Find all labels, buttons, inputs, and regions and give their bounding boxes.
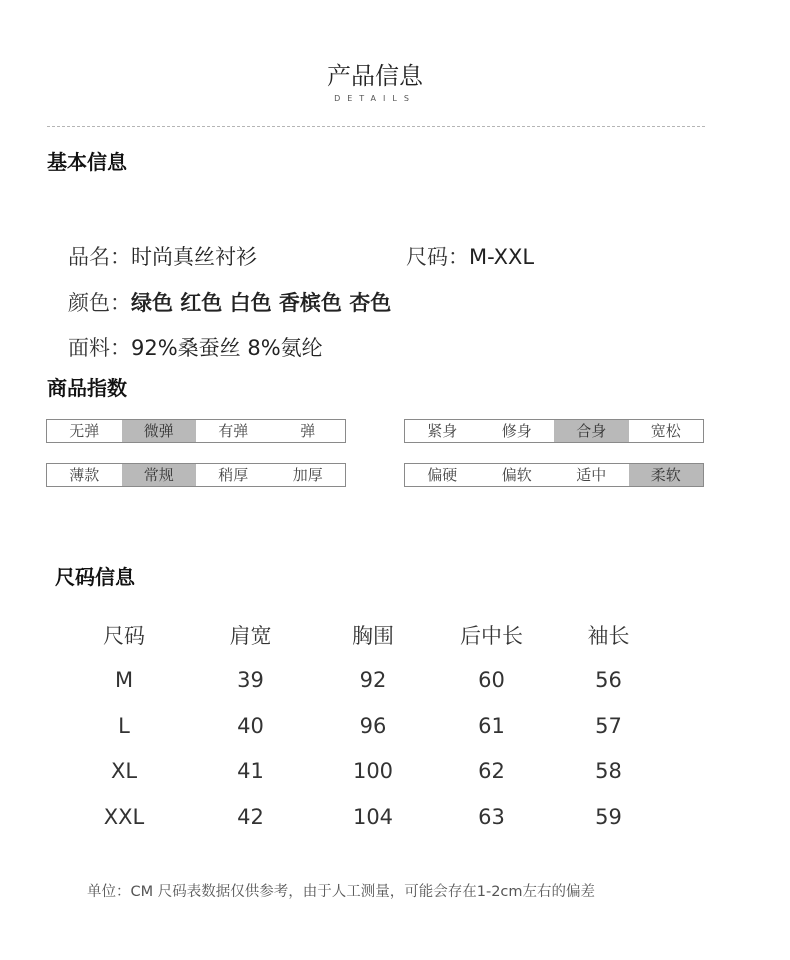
size-range-label: 尺码：: [406, 245, 469, 269]
page-subtitle: DETAILS: [334, 94, 416, 103]
scale-option: 紧身: [427, 422, 458, 440]
size-range-value: M-XXL: [469, 245, 535, 269]
product-name-label: 品名：: [68, 245, 131, 269]
column-header: 胸围: [352, 623, 394, 648]
table-cell: 41: [237, 759, 264, 784]
dashed-divider: [47, 126, 705, 127]
table-cell: 56: [595, 668, 622, 693]
table-cell: 58: [595, 759, 622, 784]
scale-option: 适中: [576, 466, 607, 484]
fabric-label: 面料：: [68, 336, 131, 360]
scale-option: 弹: [300, 422, 316, 440]
table-cell: 59: [595, 804, 622, 829]
table-cell: XXL: [103, 804, 145, 829]
table-row: [60, 658, 680, 704]
table-cell: 40: [237, 713, 264, 738]
measurement-note: 单位：CM 尺码表数据仅供参考，由于人工测量，可能会存在1-2cm左右的偏差: [87, 884, 596, 900]
column-header: 袖长: [587, 623, 630, 648]
scale-option: 无弹: [69, 422, 100, 440]
basic-info-title: 基本信息: [47, 150, 127, 174]
table-cell: 104: [352, 804, 394, 829]
thickness-scale: [46, 463, 346, 487]
softness-scale: [404, 463, 704, 487]
table-cell: 92: [359, 668, 387, 693]
scale-option: 薄款: [69, 466, 100, 484]
table-cell: 100: [352, 759, 394, 784]
scale-option: 修身: [501, 422, 532, 440]
table-cell: 63: [478, 804, 505, 829]
fabric-value: 92%桑蚕丝 8%氨纶: [131, 336, 323, 360]
fabric-line: [68, 332, 323, 362]
column-header: 尺码: [103, 623, 145, 648]
scale-option: 柔软: [629, 464, 704, 486]
table-cell: 62: [478, 759, 505, 784]
table-cell: XL: [110, 759, 138, 784]
scale-option: 宽松: [650, 422, 681, 440]
color-label: 颜色：: [68, 291, 131, 315]
table-cell: 57: [595, 713, 622, 738]
product-name-line: [68, 241, 257, 271]
table-cell: 39: [237, 668, 264, 693]
size-range-line: [406, 241, 534, 271]
product-name-value: 时尚真丝衬衫: [131, 245, 257, 269]
page-title: 产品信息: [327, 62, 423, 90]
size-table-header: [60, 612, 680, 658]
size-table: [60, 612, 680, 840]
scale-option: 常规: [122, 464, 197, 486]
scale-option: 微弹: [122, 420, 197, 442]
scale-option: 合身: [554, 420, 629, 442]
column-header: 肩宽: [229, 623, 272, 648]
table-cell: 42: [237, 804, 264, 829]
scale-option: 稍厚: [218, 466, 249, 484]
table-cell: M: [114, 668, 134, 693]
column-header: 后中长: [460, 623, 523, 648]
fit-scale: [404, 419, 704, 443]
product-index-title: 商品指数: [47, 376, 127, 400]
table-cell: 60: [478, 668, 505, 693]
table-cell: L: [118, 713, 130, 738]
scale-option: 有弹: [218, 422, 249, 440]
table-cell: 96: [359, 713, 387, 738]
table-row: [60, 794, 680, 840]
table-cell: 61: [478, 713, 505, 738]
table-row: [60, 703, 680, 749]
scale-option: 偏硬: [427, 466, 458, 484]
scale-option: 加厚: [292, 466, 323, 484]
color-value: 绿色 红色 白色 香槟色 杏色: [131, 291, 392, 315]
color-line: [68, 287, 391, 317]
table-row: [60, 749, 680, 795]
size-info-title: 尺码信息: [55, 565, 135, 589]
elasticity-scale: [46, 419, 346, 443]
scale-option: 偏软: [501, 466, 532, 484]
